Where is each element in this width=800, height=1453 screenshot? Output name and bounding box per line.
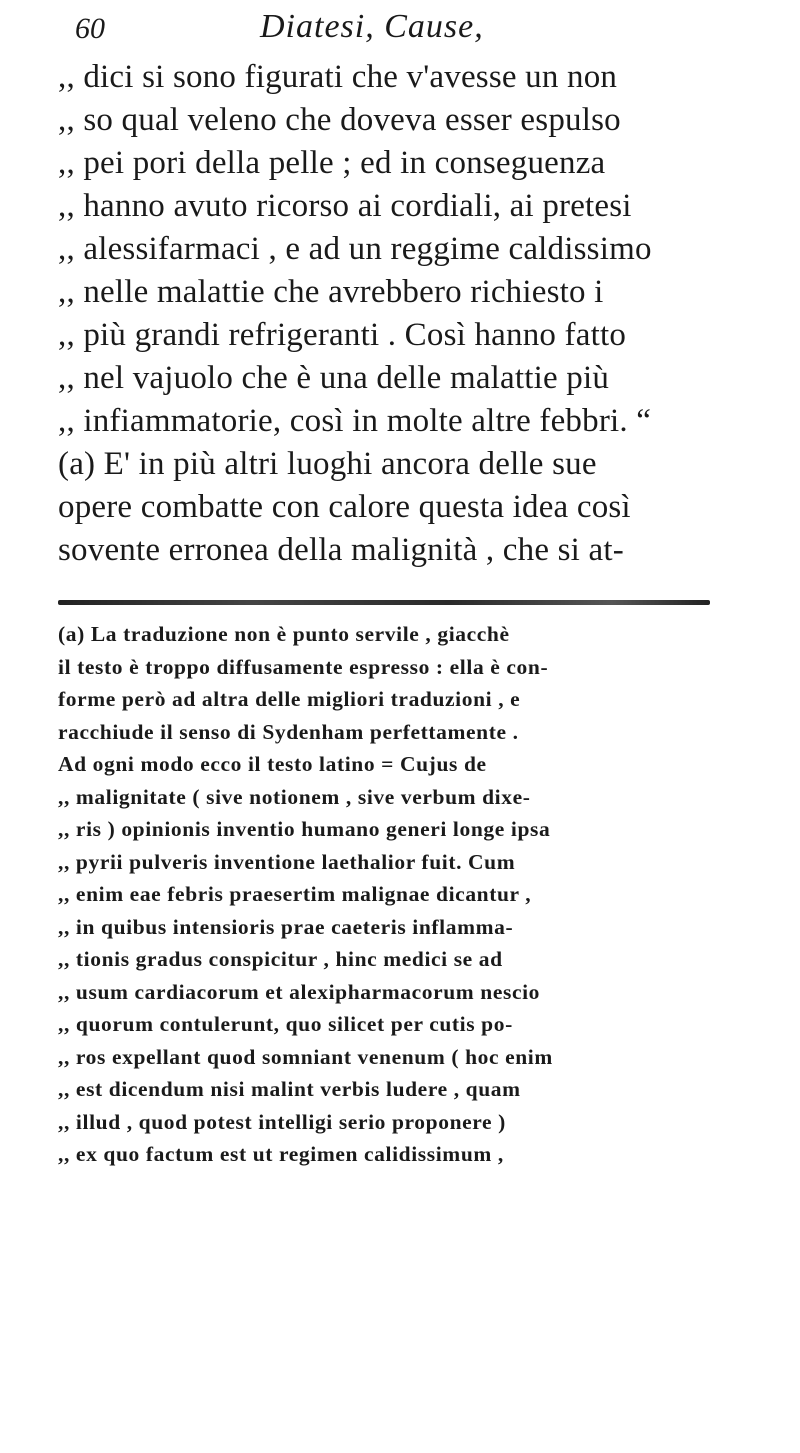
main-text-line: ,, pei pori della pelle ; ed in conseguenza: [58, 145, 606, 181]
main-text-line: ,, più grandi refrigeranti . Così hanno fatto: [58, 317, 627, 353]
footnote-line: (a) La traduzione non è punto servile , giacchè: [58, 622, 510, 646]
footnote-line: Ad ogni modo ecco il testo latino = Cujus de: [58, 752, 487, 776]
footnote-line: racchiude il senso di Sydenham perfettamente .: [58, 719, 519, 744]
main-text-line: opere combatte con calore questa idea così: [58, 489, 631, 525]
footnote-divider: [58, 600, 710, 605]
main-text-line: ,, dici si sono figurati che v'avesse un non: [58, 59, 618, 95]
page-header: [75, 8, 705, 52]
footnote-line: ,, est dicendum nisi malint verbis ludere , quam: [58, 1077, 521, 1101]
footnote-line: ,, ex quo factum est ut regimen calidissimum ,: [58, 1142, 504, 1166]
footnote-line: ,, enim eae febris praesertim malignae dicantur ,: [58, 882, 532, 906]
main-text-line: (a) E' in più altri luoghi ancora delle sue: [58, 446, 597, 482]
footnote-line: ,, malignitate ( sive notionem , sive verbum dixe-: [58, 784, 531, 809]
main-text-line: ,, alessifarmaci , e ad un reggime caldissimo: [58, 231, 652, 267]
footnote-line: ,, in quibus intensioris prae caeteris inflamma-: [58, 914, 514, 939]
main-text-block: [58, 56, 718, 572]
main-text-line: ,, so qual veleno che doveva esser espulso: [58, 102, 621, 138]
footnote-line: ,, quorum contulerunt, quo silicet per cutis po-: [58, 1012, 513, 1036]
main-text-line: ,, nelle malattie che avrebbero richiesto i: [58, 274, 604, 310]
footnote-line: ,, ris ) opinionis inventio humano generi longe ipsa: [58, 817, 551, 841]
footnote-line: il testo è troppo diffusamente espresso : ella è con-: [58, 654, 549, 679]
main-text-line: ,, nel vajuolo che è una delle malattie più: [58, 360, 610, 396]
footnote-line: ,, ros expellant quod somniant venenum ( hoc enim: [58, 1044, 553, 1069]
footnote-line: ,, usum cardiacorum et alexipharmacorum nescio: [58, 979, 541, 1004]
main-text-line: ,, hanno avuto ricorso ai cordiali, ai pretesi: [58, 188, 632, 224]
footnote-line: ,, illud , quod potest intelligi serio proponere ): [58, 1109, 506, 1134]
page-number: 60: [75, 12, 105, 45]
main-text-line: ,, infiammatorie, così in molte altre febbri. “: [58, 403, 652, 439]
footnote-block: [58, 618, 718, 1171]
footnote-line: ,, pyrii pulveris inventione laethalior fuit. Cum: [58, 849, 516, 874]
running-head: Diatesi, Cause,: [260, 8, 484, 45]
main-text-line: sovente erronea della malignità , che si at-: [58, 532, 624, 568]
footnote-line: ,, tionis gradus conspicitur , hinc medici se ad: [58, 947, 503, 971]
footnote-line: forme però ad altra delle migliori traduzioni , e: [58, 687, 521, 711]
